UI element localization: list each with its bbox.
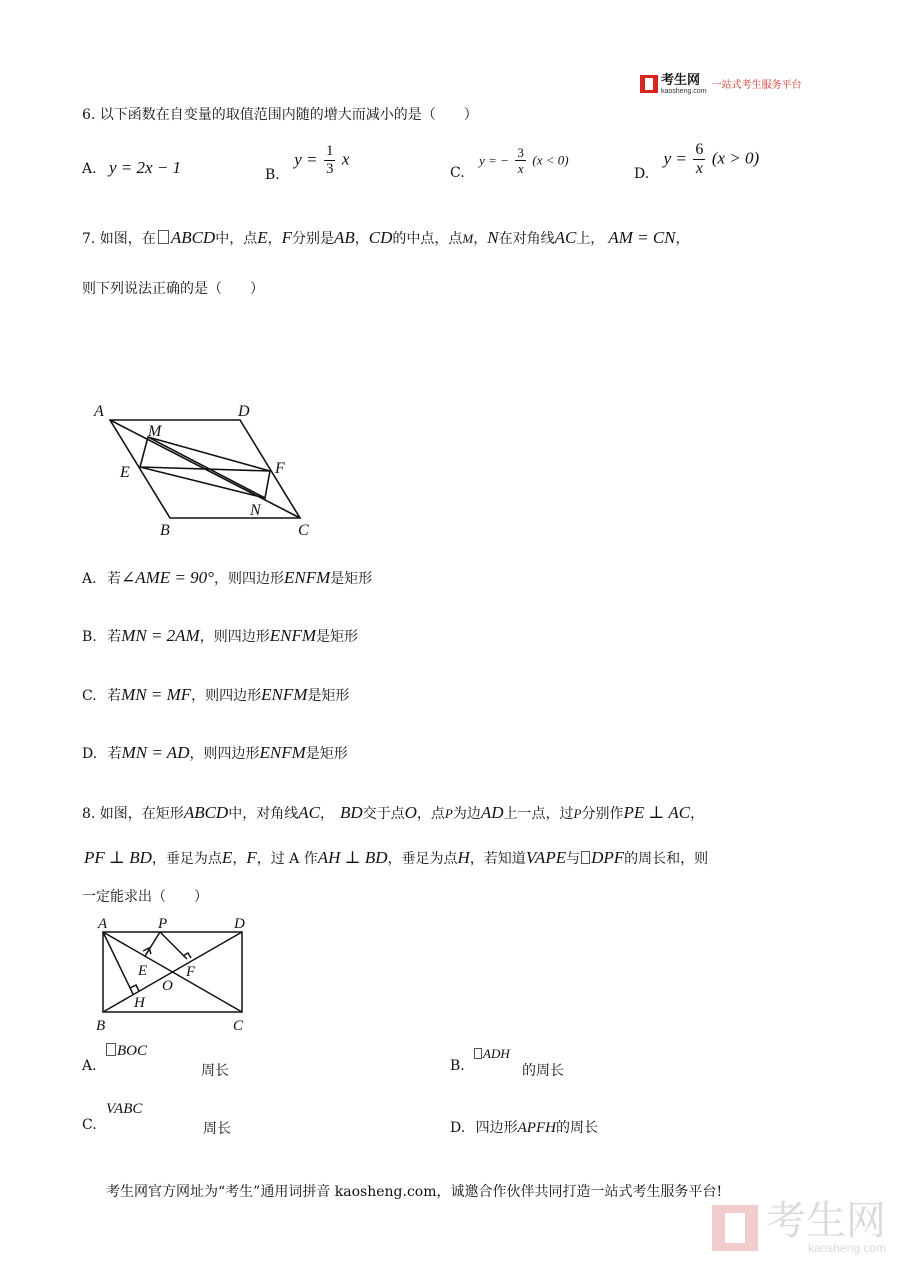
segment-pf — [160, 932, 187, 959]
watermark — [712, 1201, 886, 1255]
option-text: ，则四边形 — [199, 629, 270, 645]
option-shape: ENFM — [261, 685, 308, 704]
q8-opt-b-math-text: ADH — [483, 1046, 510, 1061]
option-shape: ENFM — [269, 626, 317, 645]
option-text: ，则四边形 — [191, 688, 262, 704]
q6-d-lhs: y = — [663, 148, 687, 168]
q8-text: ， — [232, 851, 247, 867]
parallelogram-symbol — [158, 230, 169, 244]
label-e: E — [138, 963, 148, 979]
option-label: C. — [82, 688, 97, 704]
kaosheng-logo-icon — [640, 75, 658, 93]
watermark-url: kaosheng.com — [807, 1241, 886, 1255]
q8-option-c-text: 周长 — [203, 1121, 231, 1137]
q7-text: ， — [473, 231, 488, 247]
option-text: 的周长 — [555, 1120, 598, 1136]
segment-pe — [145, 932, 160, 956]
q7-text: 7. 如图，在 — [82, 231, 156, 247]
q8-text: ， — [319, 806, 334, 822]
q8-text: ， — [690, 806, 705, 822]
q8-math: P — [444, 806, 453, 821]
q6-b-den: 3 — [325, 161, 334, 177]
q6-option-b — [265, 143, 350, 183]
option-text: 若 — [107, 746, 122, 762]
q8-option-b-math — [474, 1046, 510, 1062]
q8-math: AC — [298, 803, 320, 822]
label-a: A — [98, 916, 108, 932]
option-shape: ENFM — [259, 743, 306, 762]
q8-math: BD — [339, 803, 363, 822]
q8-math: AH ⊥ BD — [317, 848, 388, 867]
q7-text: ， — [354, 231, 369, 247]
label-m: M — [148, 423, 162, 440]
q6-b-label: B. — [265, 166, 280, 183]
q8-opt-c-math-text: VABC — [106, 1101, 143, 1117]
q8-text: ，若知道 — [469, 851, 526, 867]
q6-option-d — [634, 141, 760, 182]
q6-b-var: x — [341, 149, 350, 169]
label-b: B — [160, 522, 170, 539]
option-text: 是矩形 — [307, 688, 350, 704]
option-math: APFH — [517, 1120, 556, 1136]
logo-text-group — [661, 72, 707, 95]
q6-c-label: C. — [450, 164, 465, 181]
q8-option-b-text: 的周长 — [522, 1063, 564, 1079]
q8-figure — [90, 910, 260, 1038]
q7-text: 上， — [576, 231, 605, 247]
option-text: 若 — [107, 629, 122, 645]
q7-math: F — [281, 228, 292, 247]
q8-option-a-text: 周长 — [201, 1063, 229, 1079]
q7-option-b — [82, 626, 358, 646]
option-text: ，则四边形 — [213, 571, 284, 587]
site-logo — [640, 72, 802, 95]
triangle-placeholder-symbol — [106, 1043, 116, 1056]
q8-text: 8. 如图，在矩形 — [82, 806, 184, 822]
watermark-logo-icon — [712, 1205, 758, 1251]
q8-option-c-label: C. — [82, 1117, 97, 1133]
q6-d-label: D. — [634, 165, 650, 182]
q8-math: E — [221, 848, 233, 867]
q7-math: AB — [333, 228, 355, 247]
q6-c-den: x — [517, 161, 524, 176]
q7-math: M — [462, 231, 474, 246]
q8-math: O — [404, 803, 417, 822]
q8-math: F — [246, 848, 257, 867]
q8-math: P — [573, 806, 582, 821]
q7-math: E — [257, 228, 268, 247]
option-text: 若 — [107, 571, 122, 587]
option-math: ∠AME = 90° — [121, 568, 214, 587]
q8-option-d — [450, 1117, 598, 1137]
q6-a-expr: y = 2x − 1 — [109, 158, 182, 177]
q8-text: 与 — [566, 851, 581, 867]
label-b: B — [96, 1018, 106, 1034]
label-d: D — [234, 916, 245, 932]
option-label: D. — [82, 746, 98, 762]
q6-b-num: 1 — [325, 143, 334, 159]
q8-option-b-label: B. — [450, 1058, 465, 1074]
option-text: ，则四边形 — [189, 746, 260, 762]
option-text: 是矩形 — [330, 571, 373, 587]
q7-option-c — [82, 685, 349, 705]
q8-text: ，过 A 作 — [256, 851, 318, 867]
q6-d-den: x — [695, 160, 703, 177]
q8-math: PE ⊥ AC — [623, 803, 691, 822]
q8-math: AD — [480, 803, 504, 822]
option-math: MN = AD — [121, 743, 190, 762]
q8-text: 交于点 — [362, 806, 405, 822]
logo-name: 考生网 — [661, 72, 701, 87]
label-n: N — [250, 502, 261, 519]
option-text: 四边形 — [475, 1120, 518, 1136]
label-e: E — [120, 464, 130, 481]
q7-text: 中，点 — [215, 231, 258, 247]
q6-option-c — [450, 145, 569, 181]
q8-text: 的周长和，则 — [624, 851, 709, 867]
q8-text: ，垂足为点 — [387, 851, 458, 867]
q7-text: 在对角线 — [498, 231, 555, 247]
option-text: 是矩形 — [305, 746, 348, 762]
q8-text: 中，对角线 — [228, 806, 299, 822]
triangle-placeholder-symbol — [581, 851, 590, 864]
logo-slogan: 一站式考生服务平台 — [711, 80, 802, 91]
q7-math: CD — [368, 228, 393, 247]
q8-text: ，点 — [416, 806, 445, 822]
q8-option-a-label: A. — [82, 1058, 97, 1074]
q7-math: N — [487, 228, 499, 247]
q6-a-label: A. — [82, 161, 97, 177]
q8-option-a-math — [106, 1043, 147, 1060]
label-f: F — [275, 460, 285, 477]
q7-math: AC — [554, 228, 577, 247]
option-label: D. — [450, 1120, 466, 1136]
label-o: O — [162, 978, 173, 994]
label-c: C — [233, 1018, 244, 1034]
option-text: 若 — [107, 688, 122, 704]
q7-math: ABCD — [170, 228, 216, 247]
q6-option-a — [82, 158, 181, 178]
q7-stem-line2: 则下列说法正确的是（ ） — [82, 281, 264, 297]
q7-figure — [90, 398, 330, 543]
q6-c-fraction — [515, 146, 526, 175]
q8-stem-line1 — [82, 803, 704, 823]
triangle-placeholder-symbol — [474, 1048, 482, 1059]
watermark-text-group — [766, 1201, 886, 1255]
q6-c-num: 3 — [517, 145, 524, 160]
q8-text: 为边 — [452, 806, 481, 822]
q8-text: 上一点，过 — [503, 806, 574, 822]
q8-stem-line2 — [84, 848, 708, 868]
label-p: P — [158, 916, 168, 932]
q8-opt-a-math-text: BOC — [117, 1043, 147, 1059]
q7-option-a — [82, 568, 372, 588]
q6-c-cond: (x < 0) — [532, 152, 569, 168]
footer-text: 考生网官方网址为“考生”通用词拼音 kaosheng.com，诚邀合作伙伴共同打造一站式考生服务平台! — [106, 1184, 723, 1200]
q7-text: 分别是 — [291, 231, 334, 247]
label-h: H — [134, 995, 145, 1011]
q8-math: VAPE — [525, 848, 567, 867]
q8-math: H — [457, 848, 470, 867]
q7-stem-line1 — [82, 228, 690, 248]
option-math: MN = 2AM — [121, 626, 200, 645]
option-text: 是矩形 — [316, 629, 359, 645]
logo-url: kaosheng.com — [661, 88, 707, 95]
label-c: C — [298, 522, 309, 539]
segment-en — [140, 467, 265, 498]
option-label: A. — [82, 571, 97, 587]
q8-math: DPF — [591, 848, 625, 867]
q8-text: 分别作 — [581, 806, 624, 822]
segment-mf — [148, 437, 270, 471]
q6-b-lhs: y = — [294, 149, 318, 169]
option-shape: ENFM — [283, 568, 331, 587]
q8-text: ，垂足为点 — [151, 851, 222, 867]
q7-text: 的中点，点 — [392, 231, 463, 247]
q7-option-d — [82, 743, 348, 763]
q8-math: PF ⊥ BD — [84, 848, 152, 867]
watermark-name: 考生网 — [766, 1199, 886, 1243]
q7-math: AM = CN — [608, 228, 676, 247]
label-d: D — [238, 403, 250, 420]
q7-text: ， — [675, 231, 690, 247]
q6-c-lhs: y = − — [479, 152, 509, 168]
q6-d-fraction — [693, 142, 705, 177]
q8-option-c-math — [106, 1101, 142, 1118]
label-f: F — [186, 964, 196, 980]
q6-b-fraction — [324, 144, 336, 177]
label-a: A — [94, 403, 104, 420]
q8-stem-line3: 一定能求出（ ） — [82, 889, 208, 905]
option-label: B. — [82, 629, 97, 645]
option-math: MN = MF — [121, 685, 192, 704]
q7-text: ， — [267, 231, 282, 247]
q6-d-num: 6 — [695, 141, 704, 158]
q6-d-cond: (x > 0) — [711, 148, 760, 168]
q6-stem: 6. 以下函数在自变量的取值范围内随的增大而减小的是（ ） — [82, 107, 478, 123]
q8-math: ABCD — [183, 803, 229, 822]
